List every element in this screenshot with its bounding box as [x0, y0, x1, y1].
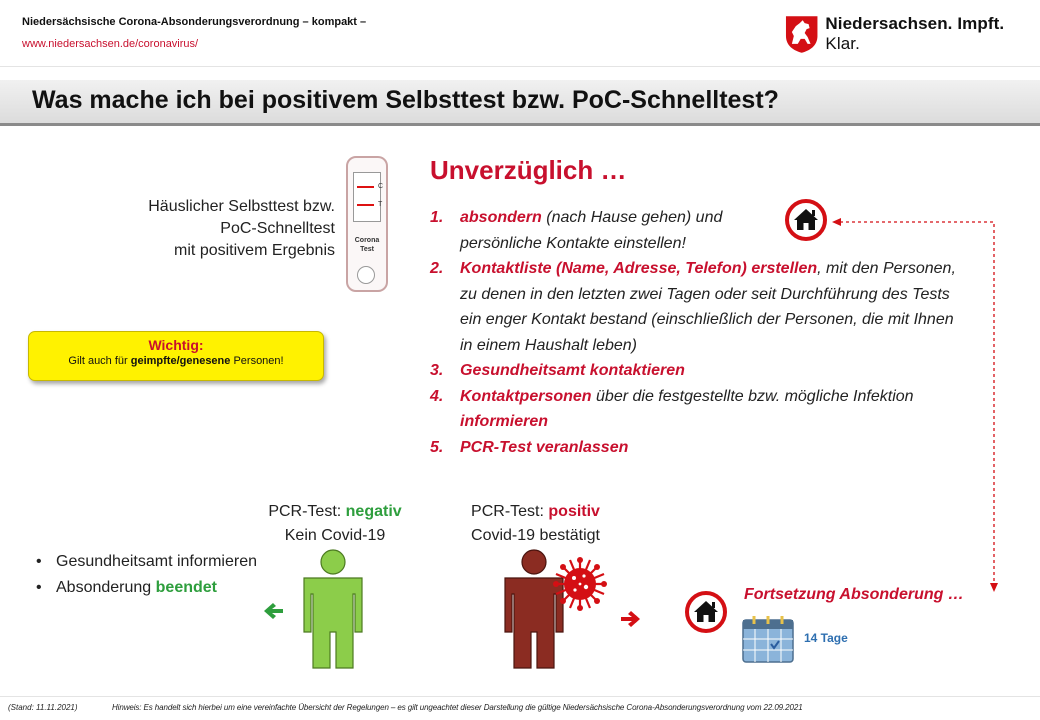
- test-line: [357, 204, 374, 206]
- list-item: • Absonderung beendet: [36, 579, 217, 596]
- arrow-right-icon: [620, 610, 640, 628]
- test-window: [353, 172, 384, 222]
- list-item: 3. Gesundheitsamt kontaktieren: [430, 362, 685, 379]
- virus-icon: [552, 556, 608, 612]
- duration-label: 14 Tage: [804, 631, 848, 645]
- result-negative: PCR-Test: negativ Kein Covid-19: [268, 503, 402, 544]
- header-title: Niedersächsische Corona-Absonderungsverordnung – kompakt –: [22, 16, 367, 28]
- list-item: 1. absondern (nach Hause gehen) und persönliche Kontakte einstellen!: [430, 209, 723, 252]
- arrow-left-icon: [264, 602, 284, 620]
- control-line: [357, 186, 374, 188]
- control-label: C: [378, 183, 384, 190]
- page-title: Was mache ich bei positivem Selbsttest bzw. PoC-Schnelltest?: [32, 86, 779, 114]
- note-text: Gilt auch für geimpfte/genesene Personen!: [68, 355, 284, 367]
- header-url-link[interactable]: www.niedersachsen.de/coronavirus/: [22, 38, 199, 50]
- person-negative-icon: [296, 548, 370, 672]
- calendar-icon: [742, 614, 794, 664]
- footer-date: (Stand: 11.11.2021): [8, 703, 78, 712]
- list-item: 4. Kontaktpersonen über die festgestellte bzw. mögliche Infektion informieren: [430, 387, 914, 430]
- selftest-description: Häuslicher Selbsttest bzw. PoC-Schnelltest mit positivem Ergebnis: [148, 198, 335, 259]
- horse-crest-icon: [784, 14, 819, 54]
- logo-text: Niedersachsen. Impft. Klar.: [825, 14, 1005, 53]
- stay-home-icon: [684, 590, 728, 634]
- footer-divider: [0, 696, 1040, 697]
- device-label: Corona Test: [354, 237, 380, 253]
- instructions-headline: Unverzüglich …: [430, 155, 627, 185]
- note-heading: Wichtig:: [148, 337, 204, 353]
- test-label: T: [378, 201, 383, 208]
- negative-actions-list: [36, 550, 266, 600]
- list-item: 2. Kontaktliste (Name, Adresse, Telefon) erstellen, mit den Personen, zu denen in den letzten zwei Tagen oder seit Durchführung des Tests ein enger Kontakt bestand (einschließlich der Personen, die mit Ihnen in einem Haushalt leben): [430, 260, 956, 354]
- continuation-title: Fortsetzung Absonderung …: [744, 586, 964, 603]
- important-note: [28, 331, 324, 381]
- stay-home-icon: [784, 198, 828, 242]
- result-positive: PCR-Test: positiv Covid-19 bestätigt: [471, 503, 600, 544]
- list-item: • Gesundheitsamt informieren: [36, 553, 257, 570]
- footer-hint: Hinweis: Es handelt sich hierbei um eine vereinfachte Übersicht der Regelungen – es gilt ungeachtet dieser Darstellung die gültige Niedersächsische Corona-Absonderungsverordnung vom 22.09.2021: [112, 703, 803, 712]
- header-divider: [0, 66, 1040, 67]
- dashed-connector-arrow: [828, 214, 1008, 594]
- niedersachsen-logo: [784, 14, 1040, 54]
- sample-well: [357, 266, 375, 284]
- list-item: 5. PCR-Test veranlassen: [430, 438, 629, 456]
